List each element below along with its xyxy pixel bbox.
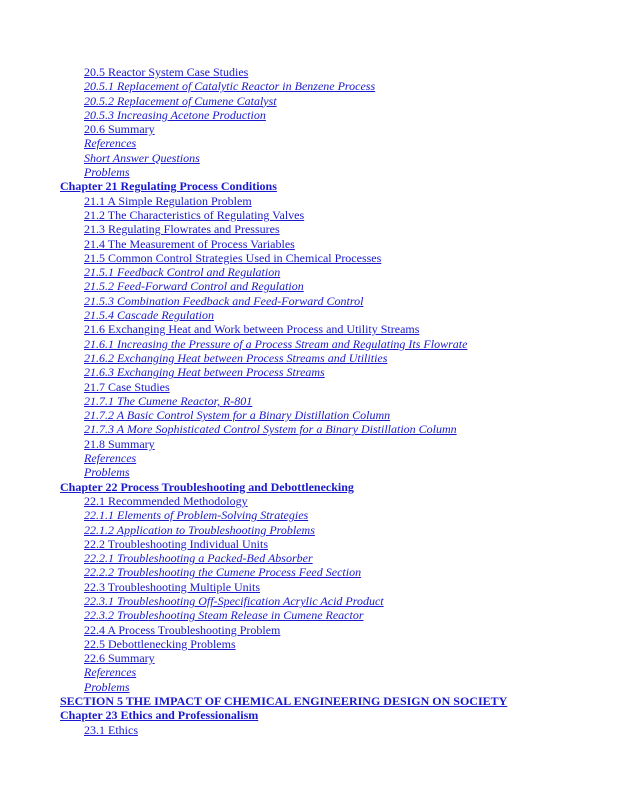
toc-entry-link[interactable]: Problems bbox=[84, 465, 130, 480]
toc-entry-link[interactable]: 22.4 A Process Troubleshooting Problem bbox=[84, 622, 281, 637]
toc-entry-link[interactable]: 20.5.1 Replacement of Catalytic Reactor in Benzene Process bbox=[84, 79, 376, 94]
toc-heading-link[interactable]: Chapter 23 Ethics and Professionalism bbox=[60, 708, 259, 723]
toc-entry-link[interactable]: References bbox=[84, 665, 137, 680]
toc-entry-link[interactable]: 21.6.2 Exchanging Heat between Process Streams and Utilities bbox=[84, 350, 388, 365]
toc-entry-link[interactable]: 21.5.3 Combination Feedback and Feed-Forward Control bbox=[84, 293, 364, 308]
toc-entry-link[interactable]: 22.3 Troubleshooting Multiple Units bbox=[84, 579, 261, 594]
toc-entry-link[interactable]: 22.6 Summary bbox=[84, 651, 155, 666]
toc-entry-link[interactable]: 22.5 Debottlenecking Problems bbox=[84, 636, 236, 651]
toc-entry-link[interactable]: 21.4 The Measurement of Process Variables bbox=[84, 236, 295, 251]
toc-entry-link[interactable]: 21.5.1 Feedback Control and Regulation bbox=[84, 265, 281, 280]
toc-entry-link[interactable]: 21.1 A Simple Regulation Problem bbox=[84, 193, 252, 208]
toc-entry-link[interactable]: 21.2 The Characteristics of Regulating Valves bbox=[84, 207, 305, 222]
toc-entry-link[interactable]: 21.8 Summary bbox=[84, 436, 155, 451]
toc-entry-link[interactable]: 21.7.1 The Cumene Reactor, R-801 bbox=[84, 393, 253, 408]
toc-entry-link[interactable]: 21.5.4 Cascade Regulation bbox=[84, 308, 214, 323]
toc-entry-link[interactable]: Problems bbox=[84, 679, 130, 694]
toc-entry-link[interactable]: 20.5.3 Increasing Acetone Production bbox=[84, 107, 266, 122]
toc-entry-link[interactable]: 22.2.1 Troubleshooting a Packed-Bed Absorber bbox=[84, 551, 313, 566]
toc-heading-link[interactable]: Chapter 21 Regulating Process Conditions bbox=[60, 179, 277, 194]
toc-entry-link[interactable]: 21.7 Case Studies bbox=[84, 379, 170, 394]
toc-entry-link[interactable]: 21.7.2 A Basic Control System for a Binary Distillation Column bbox=[84, 408, 391, 423]
toc-entry-link[interactable]: 22.3.1 Troubleshooting Off-Specification Acrylic Acid Product bbox=[84, 593, 384, 608]
toc-entry-link[interactable]: 22.1.1 Elements of Problem-Solving Strategies bbox=[84, 508, 309, 523]
toc-entry-link[interactable]: 22.2 Troubleshooting Individual Units bbox=[84, 536, 269, 551]
toc-entry-link[interactable]: 21.3 Regulating Flowrates and Pressures bbox=[84, 222, 280, 237]
toc-entry-link[interactable]: 21.6.1 Increasing the Pressure of a Process Stream and Regulating Its Flowrate bbox=[84, 336, 468, 351]
toc-entry-link[interactable]: References bbox=[84, 451, 137, 466]
toc-entry-link[interactable]: 21.5 Common Control Strategies Used in Chemical Processes bbox=[84, 250, 382, 265]
toc-heading-link[interactable]: SECTION 5 THE IMPACT OF CHEMICAL ENGINEERING DESIGN ON SOCIETY bbox=[60, 694, 508, 709]
toc-entry-link[interactable]: 22.1.2 Application to Troubleshooting Problems bbox=[84, 522, 315, 537]
toc-entry-link[interactable]: 20.5 Reactor System Case Studies bbox=[84, 65, 249, 79]
table-of-contents bbox=[0, 65, 635, 737]
toc-entry-link[interactable]: 21.7.3 A More Sophisticated Control System for a Binary Distillation Column bbox=[84, 422, 457, 437]
toc-entry-link[interactable]: 23.1 Ethics bbox=[84, 722, 138, 737]
toc-entry-link[interactable]: 20.5.2 Replacement of Cumene Catalyst bbox=[84, 93, 277, 108]
toc-entry-link[interactable]: 22.3.2 Troubleshooting Steam Release in Cumene Reactor bbox=[84, 608, 364, 623]
toc-entry-link[interactable]: 20.6 Summary bbox=[84, 122, 155, 137]
toc-entry-link[interactable]: 21.5.2 Feed-Forward Control and Regulation bbox=[84, 279, 304, 294]
toc-entry-link[interactable]: Short Answer Questions bbox=[84, 150, 200, 165]
toc-entry-link[interactable]: 22.2.2 Troubleshooting the Cumene Process Feed Section bbox=[84, 565, 362, 580]
toc-entry-link[interactable]: Problems bbox=[84, 165, 130, 180]
toc-entry-link[interactable]: 22.1 Recommended Methodology bbox=[84, 493, 248, 508]
toc-entry-link[interactable]: 21.6 Exchanging Heat and Work between Process and Utility Streams bbox=[84, 322, 420, 337]
toc-entry-link[interactable]: 21.6.3 Exchanging Heat between Process Streams bbox=[84, 365, 325, 380]
toc-heading-link[interactable]: Chapter 22 Process Troubleshooting and Debottlenecking bbox=[60, 479, 354, 494]
toc-entry-link[interactable]: References bbox=[84, 136, 137, 151]
